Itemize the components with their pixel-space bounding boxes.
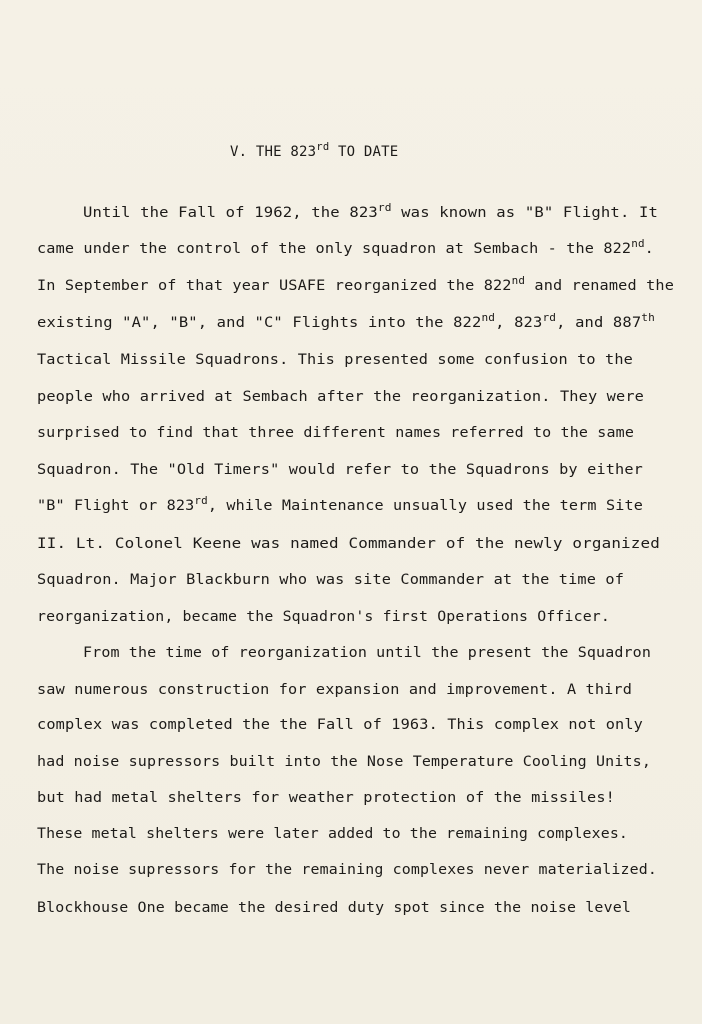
text-line: [37, 535, 660, 553]
text-line: [37, 753, 651, 771]
superscript: rd: [194, 495, 208, 507]
text-segment: came under the control of the only squadron at Sembach - the 822: [37, 240, 632, 257]
text-line: [37, 789, 615, 807]
text-segment: , 823: [495, 314, 543, 331]
section-heading: [230, 141, 399, 160]
text-segment: II. Lt. Colonel Keene was named Commander of the newly organized: [37, 535, 660, 552]
text-segment: saw numerous construction for expansion and improvement. A third: [37, 681, 633, 698]
text-segment: Tactical Missile Squadrons. This presented some confusion to the: [37, 351, 633, 368]
text-segment: Until the Fall of 1962, the 823: [83, 204, 378, 221]
text-line: [37, 497, 643, 515]
text-segment: existing "A", "B", and "C" Flights into the 822: [37, 314, 482, 331]
superscript: rd: [542, 312, 557, 324]
text-line: [37, 861, 657, 879]
text-segment: reorganization, became the Squadron's first Operations Officer.: [37, 608, 611, 625]
superscript: nd: [511, 275, 526, 287]
text-segment: people who arrived at Sembach after the reorganization. They were: [37, 388, 644, 405]
text-line: [37, 277, 674, 295]
text-segment: Squadron. Major Blackburn who was site Commander at the time of: [37, 571, 625, 588]
heading-suffix: TO DATE: [329, 144, 399, 160]
text-line: [37, 314, 655, 332]
text-line: [83, 204, 658, 222]
text-segment: and renamed the: [525, 277, 675, 294]
text-segment: "B" Flight or 823: [37, 497, 195, 514]
text-segment: surprised to find that three different names referred to the same: [37, 424, 635, 441]
text-segment: .: [644, 240, 654, 257]
text-segment: Blockhouse One became the desired duty spot since the noise level: [37, 899, 631, 916]
text-segment: , while Maintenance unsually used the term Site: [207, 497, 644, 514]
text-segment: The noise supressors for the remaining complexes never materialized.: [37, 861, 658, 878]
text-segment: In September of that year USAFE reorganized the 822: [37, 277, 512, 294]
text-line: [37, 825, 628, 843]
text-line: [37, 716, 643, 734]
text-segment: was known as "B" Flight. It: [391, 204, 658, 221]
text-line: [37, 899, 631, 917]
text-line: [37, 240, 654, 258]
text-line: [37, 388, 644, 406]
superscript: nd: [631, 238, 645, 250]
superscript: rd: [377, 202, 392, 214]
text-segment: These metal shelters were later added to the remaining complexes.: [37, 825, 629, 842]
text-line: [37, 681, 632, 699]
text-line: [37, 424, 634, 442]
text-line: [37, 351, 633, 369]
text-line: [83, 644, 651, 662]
heading-prefix: V. THE 823: [230, 144, 317, 160]
text-line: [37, 461, 643, 479]
text-segment: but had metal shelters for weather protection of the missiles!: [37, 789, 615, 806]
superscript: nd: [481, 312, 496, 324]
text-segment: , and 887: [556, 314, 642, 331]
superscript: th: [641, 312, 655, 324]
text-segment: had noise supressors built into the Nose Temperature Cooling Units,: [37, 753, 652, 770]
text-segment: From the time of reorganization until the present the Squadron: [83, 644, 652, 661]
text-line: [37, 571, 624, 589]
text-line: [37, 608, 610, 626]
text-segment: complex was completed the the Fall of 1963. This complex not only: [37, 716, 644, 733]
heading-superscript: rd: [316, 141, 330, 153]
text-segment: Squadron. The "Old Timers" would refer to the Squadrons by either: [37, 461, 644, 478]
